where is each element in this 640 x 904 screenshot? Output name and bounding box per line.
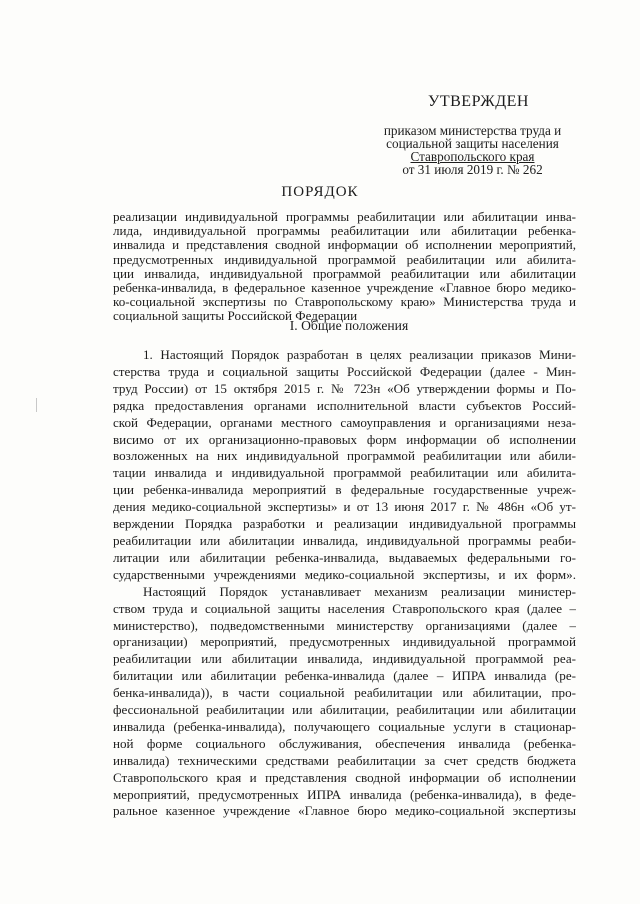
body-line: фессиональной реабилитации или абилитации, реабилитации или абилитации: [113, 702, 576, 718]
body-line: Ставропольского края и представления сводной информации об исполнении: [113, 769, 576, 785]
body-line: литации или абилитации ребенка-инвалида, выдаваемых федеральными го-: [113, 549, 576, 565]
approval-title: УТВЕРЖДЕН: [428, 93, 529, 110]
body-line: ской Федерации, органами местного самоуправления и организациями неза-: [113, 414, 576, 430]
subtitle-line: ции инвалида, индивидуальной программой реабилитации или абилитации: [113, 266, 576, 281]
document-body: [113, 347, 576, 820]
body-line: Настоящий Порядок устанавливает механизм реализации министер-: [143, 583, 576, 599]
body-line: труд России) от 15 октября 2015 г. № 723н «Об утверждении формы и По-: [113, 380, 576, 396]
body-line: рядка предоставления органами исполнительной власти субъектов Россий-: [113, 397, 576, 413]
body-line: возложенных на них индивидуальной программой реабилитации или абили-: [113, 448, 576, 464]
body-line: верждении Порядка разработки и реализации индивидуальной программы: [113, 516, 576, 532]
scan-margin-mark: [36, 398, 37, 412]
approval-line: Ставропольского края: [410, 149, 535, 164]
approval-stamp: [365, 93, 580, 176]
body-line: сударственными учреждениями медико-социальной экспертизы, и их форм».: [113, 566, 576, 582]
subtitle-line: лида, индивидуальной программы реабилитации или абилитации ребенка-: [113, 224, 576, 239]
body-line: 1. Настоящий Порядок разработан в целях реализации приказов Мини-: [143, 347, 576, 362]
body-line: ной форме социального обслуживания, обеспечения инвалида (ребенка-: [113, 735, 576, 751]
body-line: ральное казенное учреждение «Главное бюро медико-социальной экспертизы: [113, 803, 576, 819]
body-line: мероприятий, предусмотренных ИПРА инвалида (ребенка-инвалида), в феде-: [113, 786, 576, 802]
section-heading: I. Общие положения: [289, 318, 409, 333]
body-line: инвалида) техническими средствами реабилитации за счет средств бюджета: [113, 752, 576, 768]
body-line: бенка-инвалида)), в части социальной реабилитации или абилитации, про-: [113, 685, 576, 701]
body-line: ции ребенка-инвалида мероприятий в федеральные государственные учреж-: [113, 482, 576, 498]
subtitle-line: ко-социальной экспертизы по Ставропольскому краю» Министерства труда и: [113, 295, 576, 310]
body-line: висимо от их организационно-правовых форм информации об исполнении: [113, 431, 576, 447]
subtitle-line: предусмотренных индивидуальной программой реабилитации или абилита-: [113, 252, 576, 267]
body-line: тации инвалида и индивидуальной программой реабилитации или абилита-: [113, 465, 576, 481]
document-title: ПОРЯДОК: [281, 184, 359, 200]
body-line: министерство), подведомственными министерству организациями (далее –: [113, 617, 576, 633]
body-line: организации) мероприятий, предусмотренных индивидуальной программой: [113, 634, 576, 650]
body-line: стерства труда и социальной защиты Российской Федерации (далее - Мин-: [113, 363, 576, 379]
approval-date: от 31 июля 2019 г. № 262: [402, 162, 543, 177]
body-line: реабилитации или абилитации инвалида, индивидуальной программой реа-: [113, 651, 576, 667]
subtitle-line: ребенка-инвалида, в федеральное казенное учреждение «Главное бюро медико-: [113, 281, 576, 296]
subtitle-line: социальной защиты Российской Федерации: [113, 309, 358, 324]
body-line: дения медико-социальной экспертизы» и от 13 июня 2017 г. № 486н «Об ут-: [113, 499, 576, 515]
body-line: билитации или абилитации ребенка-инвалида (далее – ИПРА инвалида (ре-: [113, 668, 576, 684]
document-subtitle: [113, 210, 576, 324]
subtitle-line: реализации индивидуальной программы реабилитации или абилитации инва-: [113, 210, 576, 224]
body-line: реабилитации или абилитации инвалида, индивидуальной программы реаби-: [113, 532, 576, 548]
subtitle-line: инвалида и представления сводной информации об исполнении мероприятий,: [113, 238, 576, 253]
approval-line: социальной защиты населения: [386, 136, 559, 151]
approval-line: приказом министерства труда и: [383, 123, 562, 138]
body-line: ством труда и социальной защиты населения Ставропольского края (далее –: [113, 600, 576, 616]
body-line: инвалида (ребенка-инвалида), получающего социальные услуги в стационар-: [113, 718, 576, 734]
